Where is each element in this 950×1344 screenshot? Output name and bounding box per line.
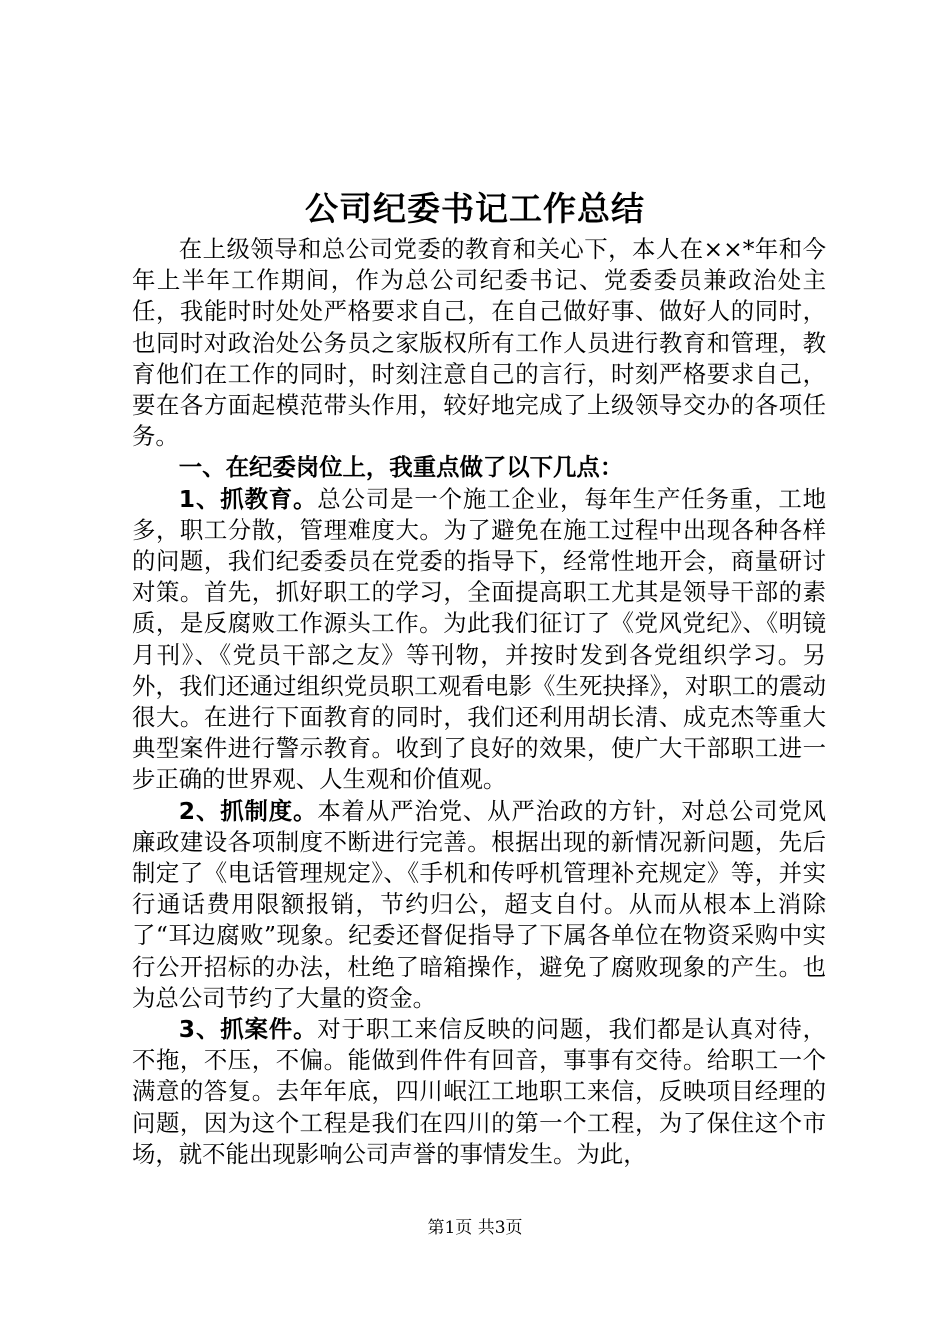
- item-lead: 2、抓制度。: [178, 796, 318, 825]
- section-heading: 一、在纪委岗位上，我重点做了以下几点：: [178, 453, 624, 482]
- item-text: 本着从严治党、从严治政的方针，对总公司党风廉政建设各项制度不断进行完善。根据出现的新情况新问题，先后制定了《电话管理规定》、《手机和传呼机管理补充规定》等，并实行通话费用限额报销，节约归公，超支自付。从而从根本上消除了“耳边腐败”现象。纪委还督促指导了下属各单位在物资采购中实行公开招标的办法，杜绝了暗箱操作，避免了腐败现象的产生。也为总公司节约了大量的资金。: [132, 796, 826, 1012]
- item-text: 总公司是一个施工企业，每年生产任务重，工地多，职工分散，管理难度大。为了避免在施工过程中出现各种各样的问题，我们纪委委员在党委的指导下，经常性地开会，商量研讨对策。首先，抓好职工的学习，全面提高职工尤其是领导干部的素质，是反腐败工作源头工作。为此我们征订了《党风党纪》、《明镜月刊》、《党员干部之友》等刊物，并按时发到各党组织学习。另外，我们还通过组织党员职工观看电影《生死抉择》，对职工的震动很大。在进行下面教育的同时，我们还利用胡长清、成克杰等重大典型案件进行警示教育。收到了良好的效果，使广大干部职工进一步正确的世界观、人生观和价值观。: [132, 484, 826, 794]
- intro-paragraph: 在上级领导和总公司党委的教育和关心下，本人在××*年和今年上半年工作期间，作为总公司纪委书记、党委委员兼政治处主任，我能时时处处严格要求自己，在自己做好事、做好人的同时，也同时对政治处公务员之家版权所有工作人员进行教育和管理，教育他们在工作的同时，时刻注意自己的言行，时刻严格要求自己，要在各方面起模范带头作用，较好地完成了上级领导交办的各项任务。: [132, 235, 826, 451]
- item-paragraph-education: [132, 484, 826, 796]
- item-paragraph-system: [132, 796, 826, 1014]
- item-paragraph-cases: [132, 1014, 826, 1170]
- page-footer: 第1页 共3页: [427, 1218, 523, 1238]
- item-lead: 1、抓教育。: [178, 484, 318, 513]
- item-text: 对于职工来信反映的问题，我们都是认真对待，不拖，不压，不偏。能做到件件有回音，事事有交待。给职工一个满意的答复。去年年底，四川岷江工地职工来信，反映项目经理的问题，因为这个工程是我们在四川的第一个工程，为了保住这个市场，就不能出现影响公司声誉的事情发生。为此，: [132, 1015, 826, 1168]
- document-body: [132, 234, 826, 1170]
- document-title: 公司纪委书记工作总结: [305, 189, 645, 228]
- item-lead: 3、抓案件。: [178, 1015, 318, 1044]
